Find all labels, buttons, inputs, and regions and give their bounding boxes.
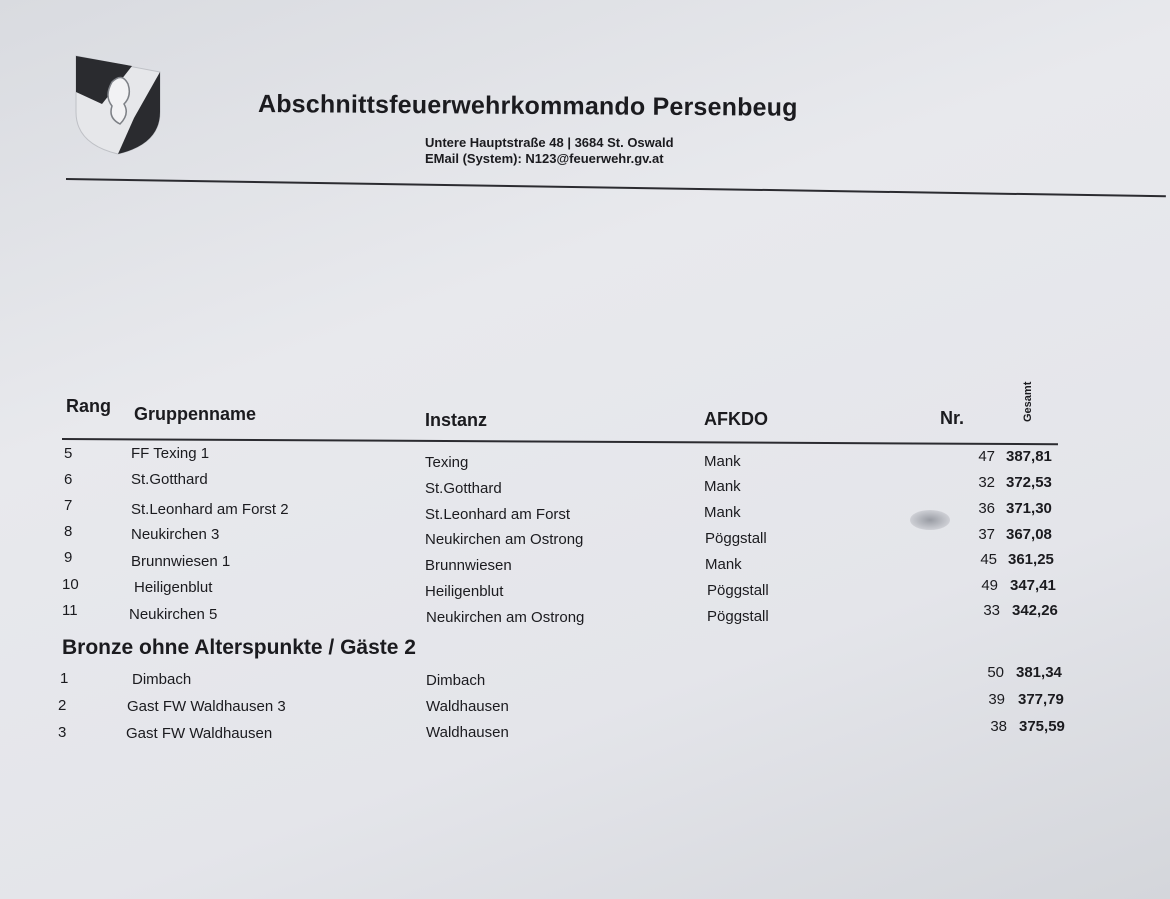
cell-instanz: Texing [425,454,469,471]
cell-gruppe: St.Leonhard am Forst 2 [131,501,289,518]
cell-rang: 5 [64,445,73,462]
header-gruppenname: Gruppenname [134,404,257,424]
cell-rang: 1 [60,670,69,687]
cell-rang: 3 [58,724,67,741]
cell-nr: 50 [987,664,1004,681]
cell-gruppe: Heiligenblut [134,579,213,596]
cell-instanz: St.Gotthard [425,480,502,497]
table-row [0,471,1170,495]
cell-afkdo: Pöggstall [707,582,769,599]
cell-gesamt: 377,79 [1018,691,1064,708]
cell-gesamt: 347,41 [1010,577,1056,594]
organization-address: Untere Hauptstraße 48 | 3684 St. Oswald [425,135,674,150]
cell-rang: 8 [64,523,73,540]
cell-afkdo: Pöggstall [707,608,769,625]
cell-gesamt: 372,53 [1006,474,1052,491]
cell-afkdo: Mank [705,556,742,573]
cell-nr: 37 [978,526,995,543]
coat-of-arms-logo [72,52,164,156]
table-row [0,602,1170,626]
cell-gesamt: 381,34 [1016,664,1062,681]
cell-instanz: Waldhausen [426,698,509,715]
table-row [0,718,1170,748]
cell-gruppe: FF Texing 1 [131,445,210,462]
cell-rang: 6 [64,471,73,488]
cell-nr: 49 [981,577,998,594]
table-row [0,445,1170,469]
table-row [0,523,1170,547]
cell-rang: 11 [62,602,78,619]
header-nr: Nr. [940,408,965,428]
cell-gruppe: Neukirchen 5 [129,606,218,623]
cell-rang: 7 [64,497,73,514]
cell-instanz: Neukirchen am Ostrong [425,531,584,548]
cell-gruppe: St.Gotthard [131,471,208,488]
cell-afkdo: Mank [704,453,741,470]
cell-afkdo: Mank [704,504,741,521]
cell-rang: 9 [64,549,73,566]
cell-instanz: Brunnwiesen [425,557,512,574]
cell-gesamt: 367,08 [1006,526,1052,543]
cell-gesamt: 361,25 [1008,551,1054,568]
cell-instanz: Waldhausen [426,724,509,741]
header-divider [66,178,1166,197]
table-row [0,576,1170,600]
cell-gruppe: Neukirchen 3 [131,526,220,543]
cell-gesamt: 387,81 [1006,448,1052,465]
organization-title: Abschnittsfeuerwehrkommando Persenbeug [257,90,798,122]
cell-nr: 36 [978,500,995,517]
cell-afkdo: Pöggstall [705,530,767,547]
ink-smudge [910,510,950,530]
cell-gruppe: Gast FW Waldhausen 3 [127,698,286,715]
cell-gruppe: Brunnwiesen 1 [131,553,231,570]
cell-gruppe: Dimbach [132,671,192,688]
cell-instanz: St.Leonhard am Forst [425,506,571,523]
table-row [0,497,1170,521]
table-row [0,549,1170,573]
cell-instanz: Dimbach [426,672,486,689]
header-gesamt: Gesamt [1022,381,1034,422]
cell-nr: 39 [988,691,1005,708]
cell-instanz: Heiligenblut [425,583,504,600]
section-title: Bronze ohne Alterspunkte / Gäste 2 [62,636,416,659]
cell-afkdo: Mank [704,478,741,495]
header-rang: Rang [66,396,111,416]
cell-nr: 38 [990,718,1007,735]
header-instanz: Instanz [425,410,488,430]
cell-nr: 32 [978,474,995,491]
header-afkdo: AFKDO [704,409,768,429]
cell-nr: 33 [983,602,1000,619]
cell-gesamt: 371,30 [1006,500,1052,517]
cell-gruppe: Gast FW Waldhausen [126,725,273,742]
cell-gesamt: 375,59 [1019,718,1065,735]
cell-nr: 45 [980,551,997,568]
cell-gesamt: 342,26 [1012,602,1058,619]
organization-email: EMail (System): N123@feuerwehr.gv.at [425,151,664,166]
cell-instanz: Neukirchen am Ostrong [426,609,585,626]
cell-nr: 47 [978,448,995,465]
cell-rang: 2 [58,697,67,714]
cell-rang: 10 [62,576,79,593]
